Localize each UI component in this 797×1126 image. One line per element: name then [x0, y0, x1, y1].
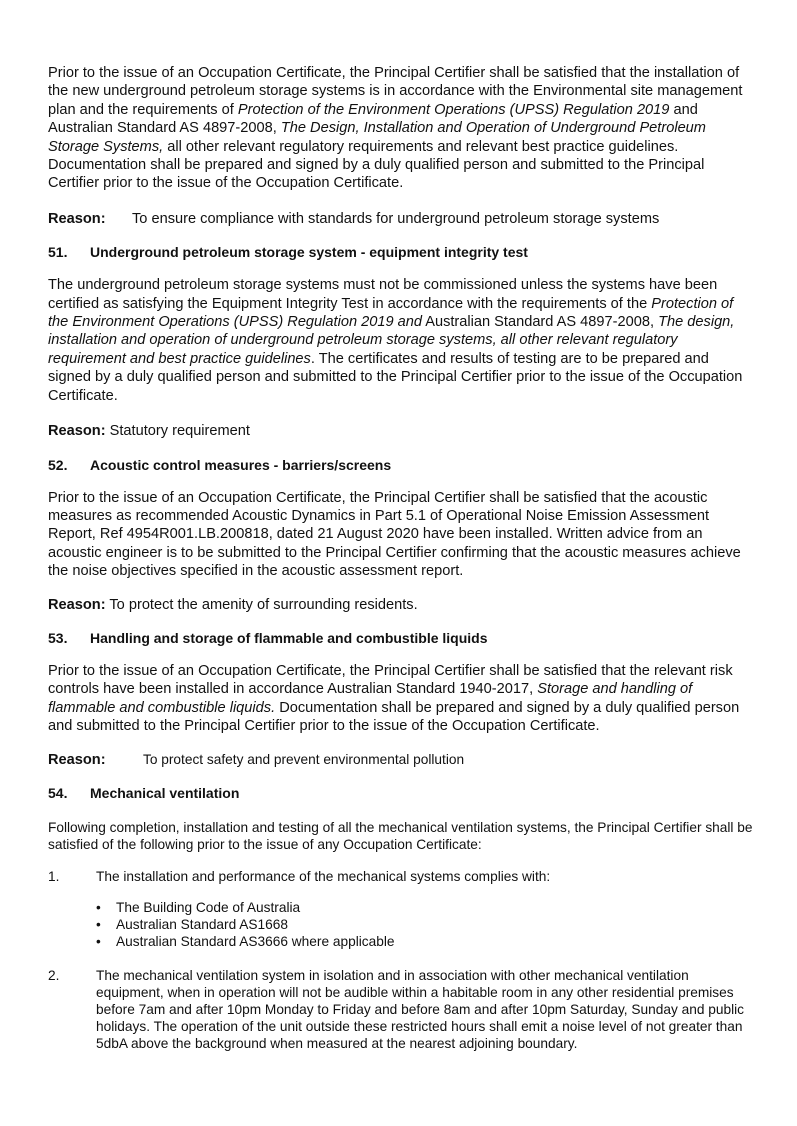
s53-text-1: Prior to the issue of an Occupation Certificate, the Principal Certifier shall be satisfied that the relevant risk controls have been installed in accordance Australian Standard 1940-2017, — [48, 662, 733, 698]
section-number: 51. — [48, 244, 68, 261]
section-54-intro: Following completion, installation and testing of all the mechanical ventilation systems, the Principal Certifier shall be satisfied of the following prior to the issue of any Occupation Certificate: — [48, 819, 753, 852]
item-text: The mechanical ventilation system in isolation and in association with other mechanical ventilation equipment, when in operation will not be audible within a habitable room in any other residential premises before 7am and after 10pm Monday to Friday and before 8am and after 10pm Saturday, Sunday and public holidays. The operation of the unit outside these restricted hours shall emit a noise level of not greater than 5dbA above the background when measured at the nearest adjoining boundary. — [96, 967, 745, 1051]
section-52-heading — [48, 456, 753, 474]
section-51-heading — [48, 243, 753, 261]
intro-paragraph — [48, 64, 753, 193]
s51-text-2: Australian Standard AS 4897-2008, — [421, 314, 659, 331]
section-number: 53. — [48, 629, 68, 646]
section-53-reason — [48, 751, 753, 769]
s53-text-2: Documentation shall be prepared and signed by a duly qualified person and submitted to the Principal Certifier prior to the issue of the Occupation Certificate. — [48, 699, 740, 735]
s53-italic-1: Storage and handling of flammable and combustible liquids. — [48, 681, 693, 716]
section-51-paragraph — [48, 276, 753, 405]
list-item: • Australian Standard AS3666 where applicable — [96, 933, 753, 950]
list-item: • The Building Code of Australia — [96, 899, 753, 916]
section-54-item-2 — [48, 967, 753, 1052]
section-52-reason — [48, 596, 753, 614]
s51-text-1: The underground petroleum storage systems must not be commissioned unless the systems have been certified as satisfying the Equipment Integrity Test in accordance with the requirements of the — [48, 277, 718, 312]
reason-label: Reason: — [48, 751, 106, 768]
reason-label: Reason: — [48, 210, 106, 227]
section-title: Mechanical ventilation — [90, 784, 240, 801]
section-number: 54. — [48, 784, 68, 801]
section-title: Handling and storage of flammable and combustible liquids — [90, 629, 488, 646]
section-54-heading — [48, 784, 753, 802]
section-52-paragraph: Prior to the issue of an Occupation Certificate, the Principal Certifier shall be satisfied that the acoustic measures as recommended Acoustic Dynamics in Part 5.1 of Operational Noise Emission Assessment Report, Ref 4954R001.LB.200818, dated 21 August 2020 have been installed. Written advice from an acoustic engineer is to be submitted to the Principal Certifier confirming that the acoustic measures achieve the noise objectives specified in the acoustic assessment report. — [48, 489, 741, 580]
list-item: • Australian Standard AS1668 — [96, 916, 753, 933]
intro-text-2: and Australian Standard AS 4897-2008, — [48, 101, 698, 137]
intro-text-1: Prior to the issue of an Occupation Certificate, the Principal Certifier shall be satisfied that the installation of the new underground petroleum storage systems is in accordance with the Environmental site management plan and the requirements of — [48, 65, 743, 118]
reason-text: To ensure compliance with standards for underground petroleum storage systems — [132, 210, 660, 227]
intro-italic-1: Protection of the Environment Operations (UPSS) Regulation 2019 — [237, 101, 670, 118]
reason-text: Statutory requirement — [109, 423, 250, 440]
section-title: Acoustic control measures - barriers/screens — [90, 456, 392, 473]
item-number: 2. — [48, 967, 60, 983]
section-51-reason — [48, 422, 753, 440]
s51-italic-1: Protection of the Environment Operations (UPSS) Regulation 2019 and — [48, 295, 734, 331]
reason-label: Reason: — [48, 596, 106, 613]
section-54-bullet-list — [48, 899, 753, 951]
section-title: Underground petroleum storage system - equipment integrity test — [90, 244, 528, 261]
section-53-heading — [48, 629, 753, 647]
reason-text: To protect safety and prevent environmental pollution — [143, 751, 465, 767]
intro-italic-2: The Design, Installation and Operation of Underground Petroleum Storage Systems, — [48, 120, 706, 155]
reason-label: Reason: — [48, 423, 106, 440]
intro-text-3: all other relevant regulatory requirements and relevant best practice guidelines. Documentation shall be prepared and signed by a duly qualified person and submitted to the Principal Certifier prior to the issue of the Occupation Certificate. — [48, 138, 705, 192]
document-page — [48, 64, 753, 1052]
s51-text-3: . The certificates and results of testing are to be prepared and signed by a duly qualified person and submitted to the Principal Certifier prior to the issue of the Occupation Certificate. — [48, 350, 743, 404]
reason-text: To protect the amenity of surrounding residents. — [109, 596, 418, 613]
s51-italic-2: The design, installation and operation of underground petroleum storage systems, all other relevant regulatory requirement and best practice guidelines — [48, 314, 735, 367]
intro-reason — [48, 210, 753, 228]
item-text: The installation and performance of the mechanical systems complies with: — [96, 868, 551, 884]
section-54-item-1 — [48, 868, 753, 885]
item-number: 1. — [48, 868, 60, 884]
section-number: 52. — [48, 456, 68, 473]
section-53-paragraph — [48, 662, 753, 736]
